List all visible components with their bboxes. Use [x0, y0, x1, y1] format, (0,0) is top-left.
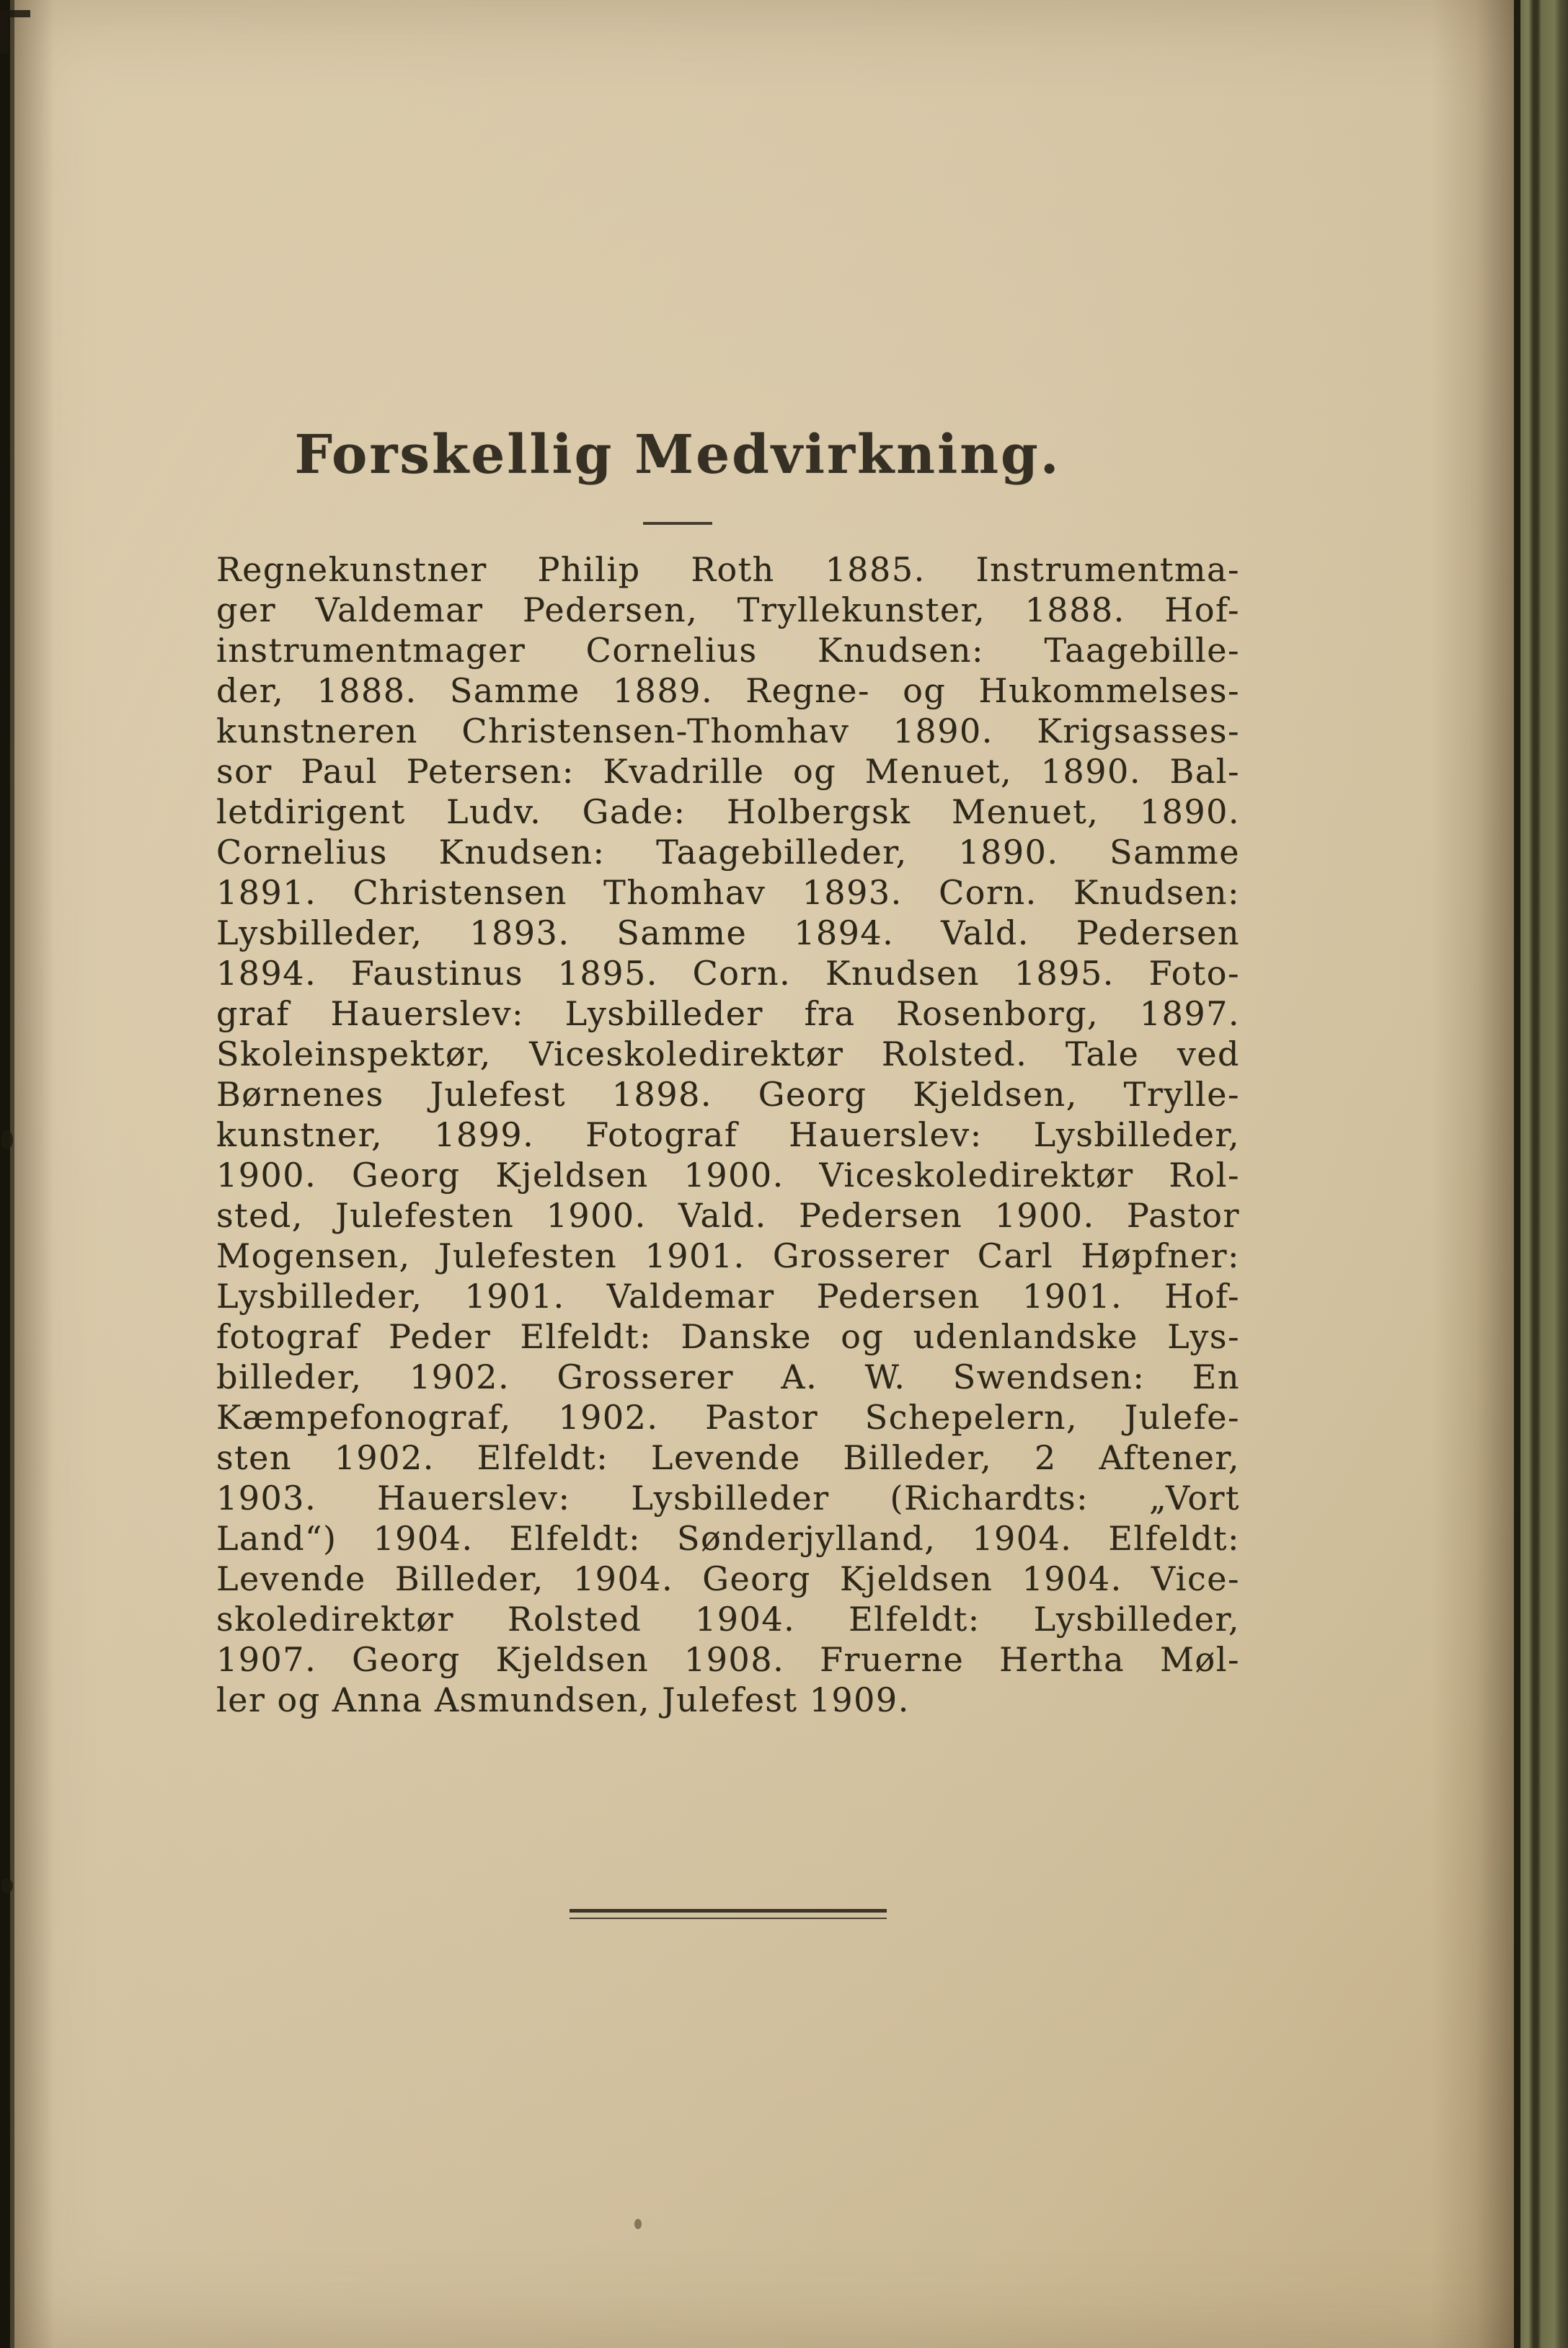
text-line: graf Hauerslev: Lysbilleder fra Rosenborg, 1897. [216, 994, 1240, 1033]
text-line: billeder, 1902. Grosserer A. W. Swendsen: En [216, 1357, 1240, 1396]
page-left-binding-edge [0, 0, 14, 2348]
text-line: skoledirektør Rolsted 1904. Elfeldt: Lysbilleder, [216, 1600, 1240, 1639]
text-line: sted, Julefesten 1900. Vald. Pedersen 1900. Pastor [216, 1196, 1240, 1235]
page-title-wrap [166, 424, 1190, 486]
text-line: 1903. Hauerslev: Lysbilleder (Richardts: „Vort [216, 1479, 1240, 1518]
text-line: Levende Billeder, 1904. Georg Kjeldsen 1904. Vice- [216, 1559, 1240, 1598]
text-line: kunstner, 1899. Fotograf Hauerslev: Lysbilleder, [216, 1115, 1240, 1154]
text-line: Regnekunstner Philip Roth 1885. Instrumentma- [216, 550, 1240, 589]
paper-speck [634, 2219, 642, 2229]
text-line: 1894. Faustinus 1895. Corn. Knudsen 1895. Foto- [216, 954, 1240, 993]
text-line: 1891. Christensen Thomhav 1893. Corn. Knudsen: [216, 873, 1240, 912]
text-line: ler og Anna Asmundsen, Julefest 1909. [216, 1680, 910, 1719]
title-underline-rule [643, 522, 712, 525]
text-line: 1907. Georg Kjeldsen 1908. Fruerne Hertha Møl- [216, 1640, 1240, 1679]
text-line: Lysbilleder, 1893. Samme 1894. Vald. Pedersen [216, 913, 1240, 952]
text-line: 1900. Georg Kjeldsen 1900. Viceskoledirektør Rol- [216, 1156, 1240, 1195]
text-line: Skoleinspektør, Viceskoledirektør Rolsted. Tale ved [216, 1035, 1240, 1073]
left-edge-shadow [14, 0, 54, 2348]
text-line: Cornelius Knudsen: Taagebilleder, 1890. Samme [216, 833, 1240, 872]
book-spine [1514, 0, 1568, 2348]
end-double-rule [570, 1909, 887, 1919]
page-right-edge-shadow [1431, 0, 1514, 2348]
body-text [216, 549, 1240, 1720]
corner-mark [0, 10, 30, 53]
text-line: sor Paul Petersen: Kvadrille og Menuet, 1890. Bal- [216, 752, 1240, 791]
binding-mark [1, 1130, 13, 1149]
end-rule-top [570, 1909, 887, 1913]
text-line: sten 1902. Elfeldt: Levende Billeder, 2 Aftener, [216, 1438, 1240, 1477]
binding-mark [1, 1879, 13, 1893]
text-line: Mogensen, Julefesten 1901. Grosserer Carl Høpfner: [216, 1236, 1240, 1275]
text-line: fotograf Peder Elfeldt: Danske og udenlandske Lys- [216, 1317, 1240, 1356]
page-title: Forskellig Medvirkning. [294, 424, 1061, 486]
text-line: ger Valdemar Pedersen, Tryllekunster, 1888. Hof- [216, 590, 1240, 629]
text-line: der, 1888. Samme 1889. Regne- og Hukommelses- [216, 671, 1240, 710]
text-line: instrumentmager Cornelius Knudsen: Taagebille- [216, 631, 1240, 670]
text-line: kunstneren Christensen-Thomhav 1890. Krigsasses- [216, 712, 1240, 750]
text-line: letdirigent Ludv. Gade: Holbergsk Menuet, 1890. [216, 792, 1240, 831]
text-line: Børnenes Julefest 1898. Georg Kjeldsen, Trylle- [216, 1075, 1240, 1114]
text-line: Kæmpefonograf, 1902. Pastor Schepelern, Julefe- [216, 1398, 1240, 1437]
text-line: Lysbilleder, 1901. Valdemar Pedersen 1901. Hof- [216, 1277, 1240, 1316]
text-line: Land“) 1904. Elfeldt: Sønderjylland, 1904. Elfeldt: [216, 1519, 1240, 1558]
end-rule-bottom [570, 1918, 887, 1919]
